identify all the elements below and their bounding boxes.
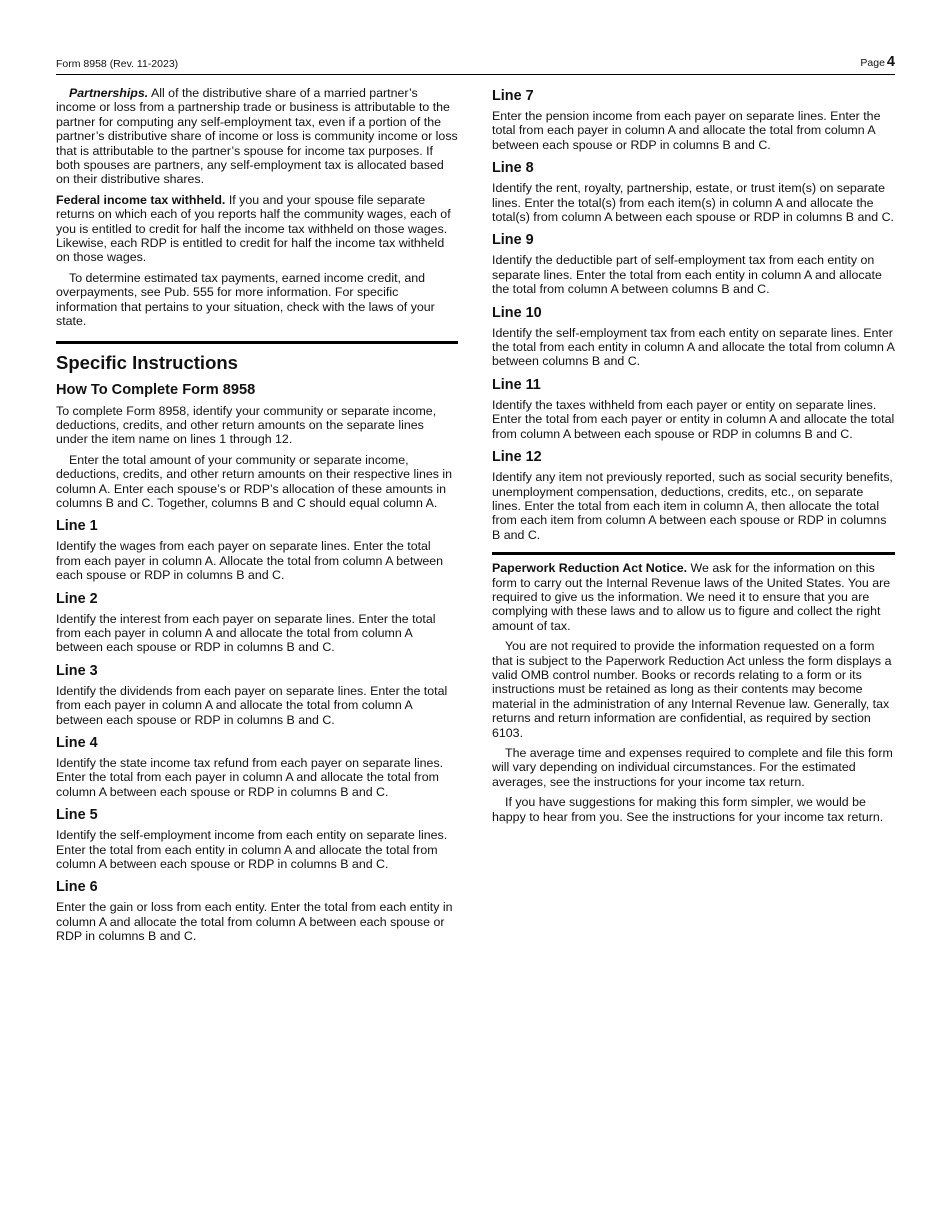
page-number-value: 4 xyxy=(886,54,895,70)
line-10-text: Identify the self-employment tax from each entity on separate lines. Enter the total from each entity in column A and allocate the total from column A between columns B and C. xyxy=(492,325,895,369)
partnerships-paragraph xyxy=(56,86,458,187)
line-5-text: Identify the self-employment income from each entity on separate lines. Enter the total from each entity in column A and allocate the total from column A between each spouse or RDP in columns B and C. xyxy=(56,828,448,872)
line-1-title: Line 1 xyxy=(56,518,98,535)
paperwork-divider xyxy=(492,552,895,555)
line-9-text: Identify the deductible part of self-employment tax from each entity on separate lines. Enter the total from each entity in column A and allocate the total from column A between columns B and C. xyxy=(492,253,882,297)
line-5-title: Line 5 xyxy=(56,807,98,824)
line-11-text: Identify the taxes withheld from each payer or entity on separate lines. Enter the total from each payer or entity in column A and allocate the total from column A between each spouse or RDP in columns B and C. xyxy=(492,397,895,441)
federal-withheld-text: If you and your spouse file separate returns on which each of you reports half the community wages, each of you is entitled to credit for half the income tax withheld on those wages. Likewise, each RDP is entitled to credit for half the income tax withheld on those wages. xyxy=(56,192,451,265)
line-10-title: Line 10 xyxy=(492,304,542,321)
page-number xyxy=(860,54,895,70)
specific-instructions-title: Specific Instructions xyxy=(56,351,238,373)
how-to-complete-title: How To Complete Form 8958 xyxy=(56,381,256,398)
page-label: Page xyxy=(860,57,885,69)
line-1-text: Identify the wages from each payer on separate lines. Enter the total from each payer in column A. Allocate the total from column A between each spouse or RDP in columns B and C. xyxy=(56,539,444,583)
section-divider xyxy=(56,341,458,344)
line-7-text: Enter the pension income from each payer on separate lines. Enter the total from each payer in column A and allocate the total from column A between each spouse or RDP in columns B and C. xyxy=(492,109,881,152)
line-11-title: Line 11 xyxy=(492,376,541,393)
line-3-text: Identify the dividends from each payer on separate lines. Enter the total from each payer in column A and allocate the total from column A between each spouse or RDP in columns B and C. xyxy=(56,683,448,727)
line-2-text: Identify the interest from each payer on separate lines. Enter the total from each payer in column A and allocate the total from column A between each spouse or RDP in columns B and C. xyxy=(56,611,436,655)
partnerships-lead: Partnerships. xyxy=(69,86,149,100)
paperwork-paragraph-2: You are not required to provide the information requested on a form that is subject to the Paperwork Reduction Act unless the form displays a valid OMB control number. Books or records relating to a form or its instructions must be retained as long as their contents may become material in the administration of any Internal Revenue law. Generally, tax returns and return information are confidential, as required by section 6103. xyxy=(492,639,892,740)
line-4-title: Line 4 xyxy=(56,735,98,751)
right-column xyxy=(492,86,895,830)
how-to-paragraph-2: Enter the total amount of your community or separate income, deductions, credits, and other return amounts on their respective lines in column A. Enter each spouse’s or RDP’s allocation of these amounts in columns B and C. Together, columns B and C should equal column A. xyxy=(56,452,453,510)
how-to-paragraph-1: To complete Form 8958, identify your community or separate income, deductions, credits, and other return amounts on the separate lines under the item name on lines 1 through 12. xyxy=(56,403,437,447)
estimated-tax-paragraph: To determine estimated tax payments, earned income credit, and overpayments, see Pub. 555 for more information. For specific information that pertains to your situation, check with the laws of your state. xyxy=(56,270,435,329)
paperwork-notice-text: We ask for the information on this form to carry out the Internal Revenue laws of the United States. You are required to give us the information. We need it to ensure that you are complying with these laws and to allow us to figure and collect the right amount of tax. xyxy=(492,561,891,633)
line-12-title: Line 12 xyxy=(492,449,542,466)
paperwork-notice-lead: Paperwork Reduction Act Notice. xyxy=(492,561,688,576)
partnerships-text: All of the distributive share of a married partner’s income or loss from a partnership trade or business is attributable to the partner for computing any self-employment tax, even if a portion of the partner’s distributive share of income or loss is community income or loss that is attributable to the partner’s spouse for income tax purposes. If both spouses are partners, any self-employment tax is allocated based on their distributive shares. xyxy=(56,86,458,187)
line-3-title: Line 3 xyxy=(56,662,98,679)
form-revision: Form 8958 (Rev. 11-2023) xyxy=(56,58,179,70)
line-8-text: Identify the rent, royalty, partnership, estate, or trust item(s) on separate lines. Enter the total(s) from each item(s) in column A and allocate the total(s) from column A between each spouse or RDP in columns B and C. xyxy=(492,181,894,225)
line-6-title: Line 6 xyxy=(56,879,98,896)
paperwork-notice-paragraph xyxy=(492,561,895,633)
paperwork-paragraph-4: If you have suggestions for making this form simpler, we would be happy to hear from you. See the instructions for your income tax return. xyxy=(492,795,884,824)
page-header xyxy=(56,54,895,75)
line-8-title: Line 8 xyxy=(492,160,534,177)
line-9-title: Line 9 xyxy=(492,232,534,249)
federal-withheld-lead: Federal income tax withheld. xyxy=(56,192,226,207)
paperwork-paragraph-3: The average time and expenses required to complete and file this form will vary depending on individual circumstances. For the estimated averages, see the instructions for your income tax return. xyxy=(492,746,893,789)
line-12-text: Identify any item not previously reported, such as social security benefits, unemployment compensation, deductions, credits, etc., on separate lines. Enter the total from each item in column A, then allocate the total from each item from column A between each spouse or RDP in columns B and C. xyxy=(492,470,893,542)
line-4-text: Identify the state income tax refund from each payer on separate lines. Enter the total from each payer in column A and allocate the total from column A between each spouse or RDP in columns B and C. xyxy=(56,756,444,799)
line-2-title: Line 2 xyxy=(56,590,98,607)
line-6-text: Enter the gain or loss from each entity. Enter the total from each entity in column A and allocate the total from column A between each spouse or RDP in columns B and C. xyxy=(56,900,453,944)
left-column xyxy=(56,86,458,950)
line-7-title: Line 7 xyxy=(492,88,534,104)
federal-withheld-paragraph xyxy=(56,193,458,265)
